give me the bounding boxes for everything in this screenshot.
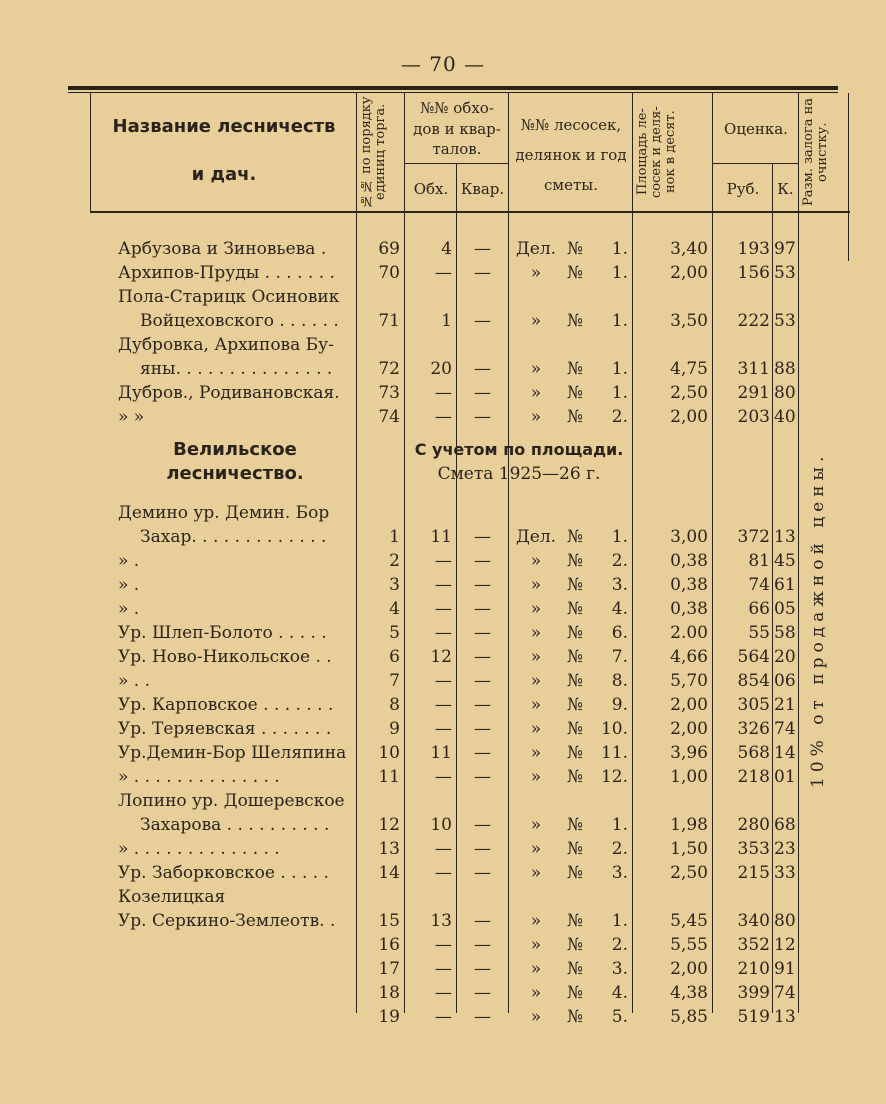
- top-rule: [68, 86, 838, 90]
- row-obkh: —: [435, 671, 452, 691]
- row-lesosek-num: 8.: [611, 671, 628, 691]
- row-obkh: 13: [430, 911, 452, 931]
- row-kop: 21: [774, 695, 796, 715]
- row-num-sign: №: [566, 839, 584, 859]
- row-kvar: —: [474, 359, 491, 379]
- row-obkh: —: [435, 551, 452, 571]
- row-num-sign: №: [566, 647, 584, 667]
- row-rub: 305: [737, 695, 770, 715]
- row-area: 5,45: [670, 911, 708, 931]
- header-lesosek-3: сметы.: [544, 176, 598, 194]
- row-rub: 66: [748, 599, 770, 619]
- row-kop: 05: [774, 599, 796, 619]
- row-lesosek-num: 3.: [611, 575, 628, 595]
- row-prefix: Дел.: [515, 527, 557, 547]
- row-obkh: 10: [430, 815, 452, 835]
- row-kvar: —: [474, 527, 491, 547]
- row-kop: 06: [774, 671, 796, 691]
- row-prefix: »: [530, 359, 542, 379]
- row-name: Лопино ур. Дошеревское: [118, 791, 345, 811]
- row-kop: 80: [774, 911, 796, 931]
- row-name: Ур. Заборковское . . . . .: [118, 863, 329, 883]
- row-kvar: —: [474, 839, 491, 859]
- row-area: 3,50: [670, 311, 708, 331]
- row-num-sign: №: [566, 575, 584, 595]
- row-num-sign: №: [566, 263, 584, 283]
- row-prefix: Дел.: [515, 239, 557, 259]
- row-num-sign: №: [566, 719, 584, 739]
- header-kop: К.: [777, 180, 794, 198]
- col-line-rub: [772, 163, 773, 1013]
- row-name: Арбузова и Зиновьева .: [118, 239, 327, 259]
- row-rub: 218: [737, 767, 770, 787]
- col-line-kop: [798, 93, 799, 1013]
- col-line-name: [356, 93, 357, 1013]
- row-name: Архипов-Пруды . . . . . . .: [118, 263, 335, 283]
- row-num-sign: №: [566, 407, 584, 427]
- row-rub: 222: [737, 311, 770, 331]
- row-rub: 399: [737, 983, 770, 1003]
- row-area: 3,40: [670, 239, 708, 259]
- row-rub: 340: [737, 911, 770, 931]
- row-order-no: 1: [389, 527, 400, 547]
- header-obkhody-1: №№ обхо-: [420, 99, 494, 117]
- row-name: » »: [118, 407, 145, 427]
- header-name-1: Название лесничеств: [112, 116, 336, 137]
- row-lesosek-num: 1.: [611, 311, 628, 331]
- row-name: Пола-Старицк Осиновик: [118, 287, 340, 307]
- row-rub: 291: [737, 383, 770, 403]
- row-num-sign: №: [566, 815, 584, 835]
- header-obkh: Обх.: [413, 180, 449, 198]
- row-order-no: 15: [378, 911, 400, 931]
- col-line-order: [404, 93, 405, 1013]
- row-kvar: —: [474, 551, 491, 571]
- side-note: 10% от продажной цены.: [808, 451, 828, 789]
- row-area: 0,38: [670, 575, 708, 595]
- row-name-cont: Захарова . . . . . . . . . .: [140, 815, 330, 835]
- header-name-2: и дач.: [191, 164, 257, 185]
- row-area: 0,38: [670, 551, 708, 571]
- row-prefix: »: [530, 983, 542, 1003]
- row-area: 2,00: [670, 719, 708, 739]
- row-kvar: —: [474, 671, 491, 691]
- row-num-sign: №: [566, 767, 584, 787]
- row-lesosek-num: 4.: [611, 983, 628, 1003]
- row-order-no: 11: [378, 767, 400, 787]
- col-line-lesosek: [632, 93, 633, 1013]
- row-num-sign: №: [566, 359, 584, 379]
- top-rule-thin: [68, 92, 838, 93]
- row-order-no: 3: [389, 575, 400, 595]
- row-prefix: »: [530, 647, 542, 667]
- row-num-sign: №: [566, 239, 584, 259]
- row-order-no: 18: [378, 983, 400, 1003]
- row-name: Ур. Теряевская . . . . . . .: [118, 719, 332, 739]
- row-obkh: —: [435, 575, 452, 595]
- row-name: Ур. Карповское . . . . . . .: [118, 695, 334, 715]
- row-prefix: »: [530, 839, 542, 859]
- row-order-no: 8: [389, 695, 400, 715]
- row-lesosek-num: 10.: [600, 719, 628, 739]
- row-rub: 193: [737, 239, 770, 259]
- row-prefix: »: [530, 1007, 542, 1027]
- row-lesosek-num: 2.: [611, 839, 628, 859]
- row-kvar: —: [474, 647, 491, 667]
- row-num-sign: №: [566, 551, 584, 571]
- row-lesosek-num: 1.: [611, 359, 628, 379]
- row-lesosek-num: 2.: [611, 551, 628, 571]
- row-order-no: 70: [378, 263, 400, 283]
- row-kvar: —: [474, 959, 491, 979]
- row-name: » . .: [118, 671, 151, 691]
- row-area: 2,00: [670, 959, 708, 979]
- row-kop: 53: [774, 311, 796, 331]
- row-rub: 372: [737, 527, 770, 547]
- row-name: » . . . . . . . . . . . . . .: [118, 839, 280, 859]
- row-area: 0,38: [670, 599, 708, 619]
- row-order-no: 19: [378, 1007, 400, 1027]
- row-kvar: —: [474, 719, 491, 739]
- row-name: Ур. Ново-Никольское . .: [118, 647, 332, 667]
- row-order-no: 9: [389, 719, 400, 739]
- row-kvar: —: [474, 575, 491, 595]
- row-prefix: »: [530, 695, 542, 715]
- row-prefix: »: [530, 743, 542, 763]
- row-order-no: 10: [378, 743, 400, 763]
- row-prefix: »: [530, 383, 542, 403]
- row-kvar: —: [474, 863, 491, 883]
- row-area: 5,55: [670, 935, 708, 955]
- row-obkh: 11: [430, 527, 452, 547]
- row-area: 1,98: [670, 815, 708, 835]
- row-area: 2,50: [670, 863, 708, 883]
- row-rub: 55: [748, 623, 770, 643]
- row-rub: 311: [737, 359, 770, 379]
- row-kvar: —: [474, 815, 491, 835]
- row-prefix: »: [530, 599, 542, 619]
- row-kop: 91: [774, 959, 796, 979]
- row-kop: 40: [774, 407, 796, 427]
- row-obkh: 4: [441, 239, 452, 259]
- row-lesosek-num: 1.: [611, 263, 628, 283]
- row-num-sign: №: [566, 527, 584, 547]
- header-lesosek-2: делянок и год: [515, 146, 627, 164]
- row-area: 1,00: [670, 767, 708, 787]
- row-kop: 97: [774, 239, 796, 259]
- row-area: 3,00: [670, 527, 708, 547]
- row-area: 2,00: [670, 407, 708, 427]
- row-lesosek-num: 5.: [611, 1007, 628, 1027]
- section-title-2: лесничество.: [166, 463, 304, 484]
- row-obkh: —: [435, 383, 452, 403]
- row-name-cont: Войцеховского . . . . . .: [140, 311, 339, 331]
- row-obkh: —: [435, 839, 452, 859]
- row-obkh: —: [435, 695, 452, 715]
- row-name: Демино ур. Демин. Бор: [118, 503, 330, 523]
- row-num-sign: №: [566, 599, 584, 619]
- row-num-sign: №: [566, 959, 584, 979]
- row-rub: 210: [737, 959, 770, 979]
- row-area: 3,96: [670, 743, 708, 763]
- row-order-no: 71: [378, 311, 400, 331]
- row-kop: 13: [774, 1007, 796, 1027]
- row-prefix: »: [530, 863, 542, 883]
- row-obkh: —: [435, 767, 452, 787]
- row-rub: 81: [748, 551, 770, 571]
- row-kop: 61: [774, 575, 796, 595]
- row-kop: 45: [774, 551, 796, 571]
- row-name: Ур. Серкино-Землеотв. .: [118, 911, 336, 931]
- row-obkh: —: [435, 983, 452, 1003]
- row-num-sign: №: [566, 983, 584, 1003]
- row-num-sign: №: [566, 743, 584, 763]
- row-order-no: 7: [389, 671, 400, 691]
- row-prefix: »: [530, 959, 542, 979]
- row-obkh: 12: [430, 647, 452, 667]
- row-lesosek-num: 2.: [611, 407, 628, 427]
- row-num-sign: №: [566, 911, 584, 931]
- row-name: Ур.Демин-Бор Шеляпина: [118, 743, 347, 763]
- row-area: 4,38: [670, 983, 708, 1003]
- row-num-sign: №: [566, 695, 584, 715]
- row-obkh: 11: [430, 743, 452, 763]
- row-rub: 352: [737, 935, 770, 955]
- row-lesosek-num: 12.: [600, 767, 628, 787]
- header-obkhody-2: дов и квар-: [413, 120, 501, 138]
- section-note-2: Смета 1925—26 г.: [437, 464, 601, 484]
- row-kvar: —: [474, 767, 491, 787]
- row-order-no: 17: [378, 959, 400, 979]
- sub-rule-ocenka: [712, 163, 798, 164]
- row-lesosek-num: 3.: [611, 863, 628, 883]
- col-line-right: [848, 93, 849, 261]
- row-prefix: »: [530, 623, 542, 643]
- row-rub: 326: [737, 719, 770, 739]
- row-kvar: —: [474, 407, 491, 427]
- row-name: Дубровка, Архипова Бу-: [118, 335, 334, 355]
- row-order-no: 4: [389, 599, 400, 619]
- row-lesosek-num: 7.: [611, 647, 628, 667]
- header-border-left: [90, 93, 91, 213]
- row-order-no: 14: [378, 863, 400, 883]
- row-order-no: 16: [378, 935, 400, 955]
- row-name: » .: [118, 575, 140, 595]
- row-order-no: 72: [378, 359, 400, 379]
- row-num-sign: №: [566, 863, 584, 883]
- page-number: — 70 —: [400, 52, 486, 76]
- row-name: » .: [118, 551, 140, 571]
- row-num-sign: №: [566, 935, 584, 955]
- row-area: 2,00: [670, 695, 708, 715]
- row-prefix: »: [530, 767, 542, 787]
- row-rub: 854: [737, 671, 770, 691]
- row-lesosek-num: 3.: [611, 959, 628, 979]
- row-kop: 68: [774, 815, 796, 835]
- col-line-kvar: [508, 93, 509, 1013]
- row-lesosek-num: 11.: [600, 743, 628, 763]
- row-kop: 80: [774, 383, 796, 403]
- row-kop: 88: [774, 359, 796, 379]
- row-obkh: —: [435, 935, 452, 955]
- header-area: Площадь ле-сосек и деля-нок в десят.: [635, 106, 678, 198]
- row-lesosek-num: 1.: [611, 911, 628, 931]
- row-num-sign: №: [566, 623, 584, 643]
- row-name: Дубров., Родивановская.: [118, 383, 340, 403]
- row-name: » .: [118, 599, 140, 619]
- row-rub: 156: [737, 263, 770, 283]
- row-name: » . . . . . . . . . . . . . .: [118, 767, 280, 787]
- row-kop: 01: [774, 767, 796, 787]
- row-num-sign: №: [566, 1007, 584, 1027]
- row-lesosek-num: 4.: [611, 599, 628, 619]
- row-obkh: —: [435, 719, 452, 739]
- section-note-1: С учетом по площади.: [414, 440, 624, 459]
- row-area: 2,00: [670, 263, 708, 283]
- row-obkh: —: [435, 863, 452, 883]
- row-rub: 353: [737, 839, 770, 859]
- row-kop: 14: [774, 743, 796, 763]
- row-order-no: 6: [389, 647, 400, 667]
- row-kvar: —: [474, 311, 491, 331]
- header-kvar: Квар.: [460, 180, 505, 198]
- row-name-cont: яны. . . . . . . . . . . . . . .: [140, 359, 333, 379]
- row-kvar: —: [474, 239, 491, 259]
- row-num-sign: №: [566, 383, 584, 403]
- row-area: 5,70: [670, 671, 708, 691]
- row-lesosek-num: 6.: [611, 623, 628, 643]
- row-rub: 519: [737, 1007, 770, 1027]
- row-order-no: 69: [378, 239, 400, 259]
- row-rub: 280: [737, 815, 770, 835]
- row-kvar: —: [474, 263, 491, 283]
- row-rub: 74: [748, 575, 770, 595]
- header-obkhody-3: талов.: [432, 140, 482, 158]
- row-obkh: —: [435, 959, 452, 979]
- sub-rule-obkh: [404, 163, 508, 164]
- row-kvar: —: [474, 911, 491, 931]
- row-area: 1,50: [670, 839, 708, 859]
- row-lesosek-num: 2.: [611, 935, 628, 955]
- header-bottom-rule: [90, 211, 850, 213]
- row-kop: 23: [774, 839, 796, 859]
- row-prefix: »: [530, 311, 542, 331]
- row-num-sign: №: [566, 311, 584, 331]
- header-zalog: Разм. залога на очистку.: [801, 98, 830, 206]
- row-kvar: —: [474, 935, 491, 955]
- row-kvar: —: [474, 599, 491, 619]
- row-prefix: »: [530, 671, 542, 691]
- row-rub: 564: [737, 647, 770, 667]
- row-order-no: 73: [378, 383, 400, 403]
- header-rub: Руб.: [726, 180, 760, 198]
- row-kvar: —: [474, 983, 491, 1003]
- header-lesosek-1: №№ лесосек,: [520, 116, 622, 134]
- row-order-no: 2: [389, 551, 400, 571]
- row-prefix: »: [530, 263, 542, 283]
- row-kop: 58: [774, 623, 796, 643]
- row-kop: 33: [774, 863, 796, 883]
- row-order-no: 13: [378, 839, 400, 859]
- row-lesosek-num: 1.: [611, 815, 628, 835]
- row-kvar: —: [474, 695, 491, 715]
- row-lesosek-num: 1.: [611, 383, 628, 403]
- row-prefix: »: [530, 911, 542, 931]
- row-lesosek-num: 9.: [611, 695, 628, 715]
- row-kop: 13: [774, 527, 796, 547]
- row-order-no: 12: [378, 815, 400, 835]
- row-area: 4,75: [670, 359, 708, 379]
- row-kvar: —: [474, 383, 491, 403]
- row-name: Ур. Шлеп-Болото . . . . .: [118, 623, 327, 643]
- row-prefix: »: [530, 935, 542, 955]
- row-obkh: —: [435, 1007, 452, 1027]
- row-obkh: 1: [441, 311, 452, 331]
- row-prefix: »: [530, 575, 542, 595]
- row-area: 2.00: [670, 623, 708, 643]
- row-kop: 74: [774, 983, 796, 1003]
- section-title-1: Велильское: [173, 439, 297, 460]
- row-name: Козелицкая: [118, 887, 226, 907]
- row-rub: 203: [737, 407, 770, 427]
- row-name-cont: Захар. . . . . . . . . . . . .: [140, 527, 327, 547]
- row-obkh: —: [435, 623, 452, 643]
- col-line-area: [712, 93, 713, 1013]
- row-kvar: —: [474, 623, 491, 643]
- row-lesosek-num: 1.: [611, 527, 628, 547]
- row-kop: 74: [774, 719, 796, 739]
- header-order: №№ по порядку единиц торга.: [359, 96, 388, 208]
- row-area: 5,85: [670, 1007, 708, 1027]
- row-rub: 215: [737, 863, 770, 883]
- row-order-no: 74: [378, 407, 400, 427]
- row-kvar: —: [474, 743, 491, 763]
- row-lesosek-num: 1.: [611, 239, 628, 259]
- row-rub: 568: [737, 743, 770, 763]
- row-obkh: 20: [430, 359, 452, 379]
- row-obkh: —: [435, 599, 452, 619]
- row-prefix: »: [530, 551, 542, 571]
- header-ocenka: Оценка.: [724, 120, 788, 138]
- row-kop: 12: [774, 935, 796, 955]
- row-num-sign: №: [566, 671, 584, 691]
- row-kop: 20: [774, 647, 796, 667]
- row-order-no: 5: [389, 623, 400, 643]
- row-prefix: »: [530, 719, 542, 739]
- row-obkh: —: [435, 407, 452, 427]
- row-prefix: »: [530, 815, 542, 835]
- row-kvar: —: [474, 1007, 491, 1027]
- row-kop: 53: [774, 263, 796, 283]
- row-obkh: —: [435, 263, 452, 283]
- row-area: 4,66: [670, 647, 708, 667]
- row-prefix: »: [530, 407, 542, 427]
- row-area: 2,50: [670, 383, 708, 403]
